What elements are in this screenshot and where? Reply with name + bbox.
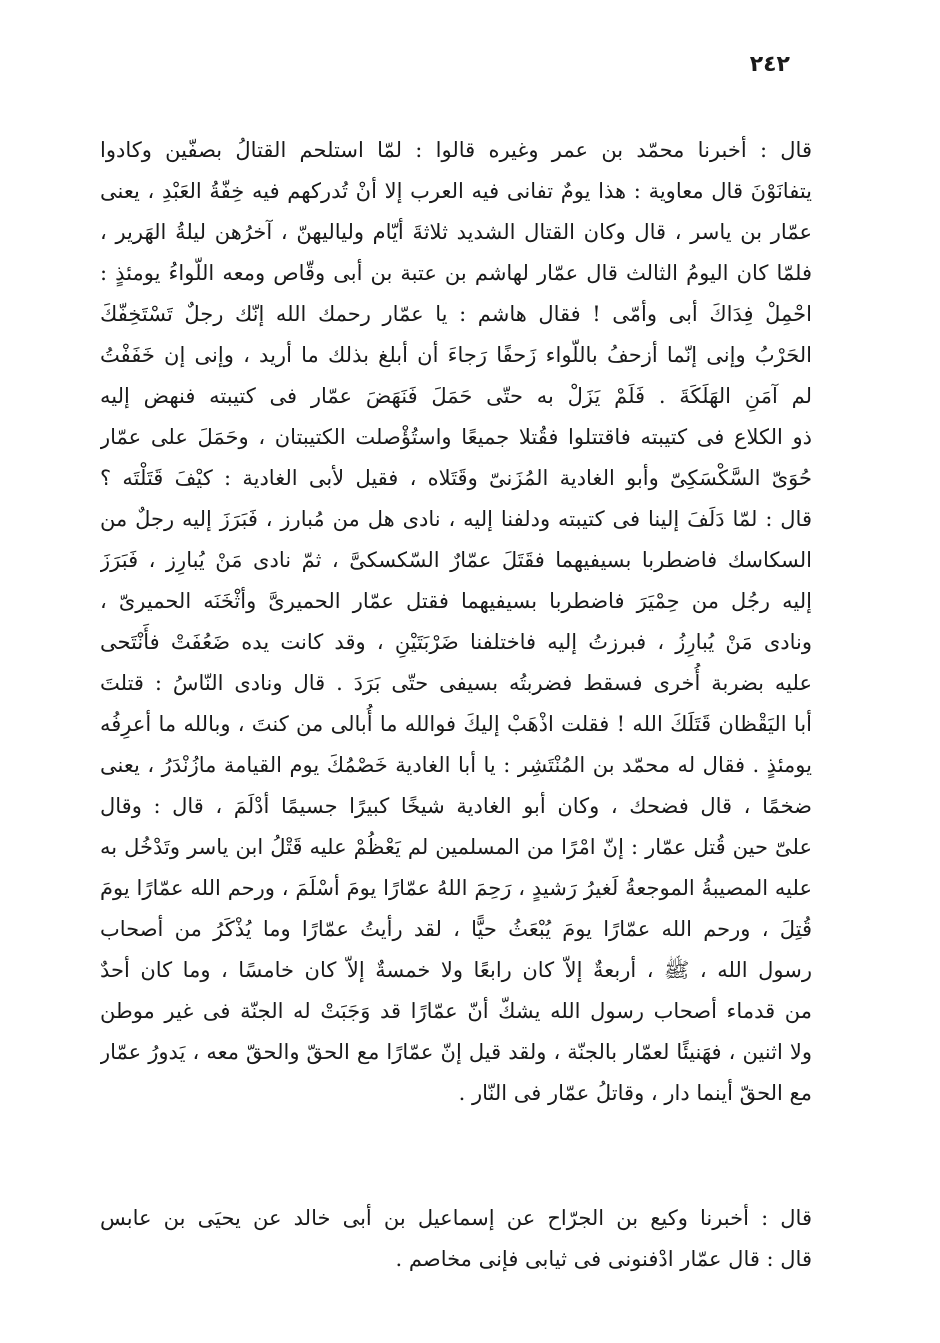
text-line: حُوَىّ السَّكْسَكِىّ وأبو الغادية المُزَنىّ وقَتَلاه ، فقيل لأبى الغادية : كيْفَ قَتَلْتَه ؟: [100, 466, 812, 490]
text-line: احْمِلْ فِدَاكَ أبى وأمّى ! فقال هاشم : يا عمّار رحمك الله إنّك رجلٌ تَسْتَخِفّكَ: [100, 302, 812, 326]
text-line: مع الحقّ أينما دار ، وقاتلُ عمّار فى النّار .: [458, 1081, 812, 1105]
text-line: رسول الله ، ﷺ ، أربعةٌ إلاّ كان رابعًا ولا خمسةٌ إلاّ كان خامسًا ، وما كان أحدٌ: [100, 958, 812, 982]
text-line: أبا اليَقْظان قَتَلَكَ الله ! فقلت اذْهَبْ إليكَ فوالله ما أُبالى من كنتَ ، وبالله ما أعرِفُه: [100, 712, 812, 736]
text-line: يومئذٍ . فقال له محمّد بن المُنْتَشِر : يا أبا الغادية خَصْمُكَ يوم القيامة مازُنْدَرُ ، يعنى: [100, 753, 812, 777]
text-line: قُتِلَ ، ورحم الله عمّارًا يومَ يُبْعَثُ حيًّا ، لقد رأيتُ عمّارًا وما يُذْكَرُ من أصحاب: [100, 917, 812, 941]
paragraph-1: [100, 130, 812, 1114]
paragraph-2: [100, 1198, 812, 1280]
text-line: يتفانَوْنَ قال معاوية : هذا يومٌ تفانى فيه العرب إلا أنْ تُدركهم فيه خِفّةُ العَبْدِ ، يعنى: [100, 179, 812, 203]
text-line: عمّار بن ياسر ، قال وكان القتال الشديد ثلاثةَ أيّام ولياليهنّ ، آخرُهن ليلةُ الهَرير ،: [100, 220, 812, 244]
text-line: ولا اثنين ، فهَنيئًا لعمّار بالجنّة ، ولقد قيل إنّ عمّارًا مع الحقّ والحقّ معه ، يَدورُ عمّار: [100, 1040, 812, 1064]
text-line: لم آمَنِ الهَلَكَةَ . فَلَمْ يَزَلْ به حتّى حَمَلَ فَنَهَضَ عمّار فى كتيبته فنهض إليه: [100, 384, 812, 408]
text-line: من قدماء أصحاب رسول الله يشكّ أنّ عمّارًا قد وَجَبَتْ له الجنّة فى غير موطن: [100, 999, 812, 1023]
text-line: إليه رجُل من حِمْيَرَ فاضطربا بسيفيهما فقتل عمّار الحميرىَّ وأثْخَنَه الحميرىّ ،: [100, 589, 812, 613]
text-line: عليه بضربة أُخرى فسقط فضربتُه بسيفى حتّى بَرَدَ . قال ونادى النّاسُ : قتلتَ: [100, 671, 812, 695]
text-line: عليه المصيبةُ الموجعةُ لَغيرُ رَشيدٍ ، رَحِمَ اللهُ عمّارًا يومَ أسْلَمَ ، ورحم الله عمّارًا يومَ: [100, 876, 812, 900]
text-line: فلمّا كان اليومُ الثالث قال عمّار لهاشم بن عتبة بن أبى وقّاص ومعه اللّواءُ يومئذٍ :: [100, 261, 812, 285]
text-line: السكاسك فاضطربا بسيفيهما فقَتَلَ عمّارٌ السّكسكىَّ ، ثمّ نادى مَنْ يُبارِز ، فَبَرَزَ: [100, 548, 812, 572]
text-line: قال : قال عمّار ادْفنونى فى ثيابى فإنى مخاصم .: [395, 1247, 812, 1271]
text-line: علىّ حين قُتل عمّار : إنّ امْرًا من المسلمين لم يَعْظُمْ عليه قَتْلُ ابن ياسر وتَدْخُل به: [100, 835, 812, 859]
text-line: قال : أخبرنا وكيع بن الجرّاح عن إسماعيل بن أبى خالد عن يحيَى بن عابس: [100, 1206, 812, 1230]
text-line: ضخمًا ، قال فضحك ، وكان أبو الغادية شيخًا كبيرًا جسيمًا أدْلَمَ ، قال : وقال: [100, 794, 812, 818]
text-line: ونادى مَنْ يُبارِزُ ، فبرزتُ إليه فاختلفنا ضَرْبَتَيْنِ ، وقد كانت يده ضَعُفَتْ فأَنْتَحى: [100, 630, 812, 654]
text-line: قال : لمّا دَلَفَ إلينا فى كتيبته ودلفنا إليه ، نادى هل من مُبارز ، فَبَرَزَ إليه رجلٌ من: [100, 507, 812, 531]
text-line: ذو الكلاع فى كتيبته فاقتتلوا فقُتلا جميعًا واستُؤْصلت الكتيبتان ، وحَمَلَ على عمّار: [100, 425, 812, 449]
page-number: ٢٤٢: [749, 52, 790, 77]
text-line: قال : أخبرنا محمّد بن عمر وغيره قالوا : لمّا استلحم القتالُ بصفّين وكادوا: [100, 138, 812, 162]
text-line: الحَرْبُ وإنى إنّما أزحفُ باللّواء زَحفًا رَجاءَ أن أبلغ بذلك ما أريد ، وإنى إن خَفَفْتُ: [100, 343, 812, 367]
